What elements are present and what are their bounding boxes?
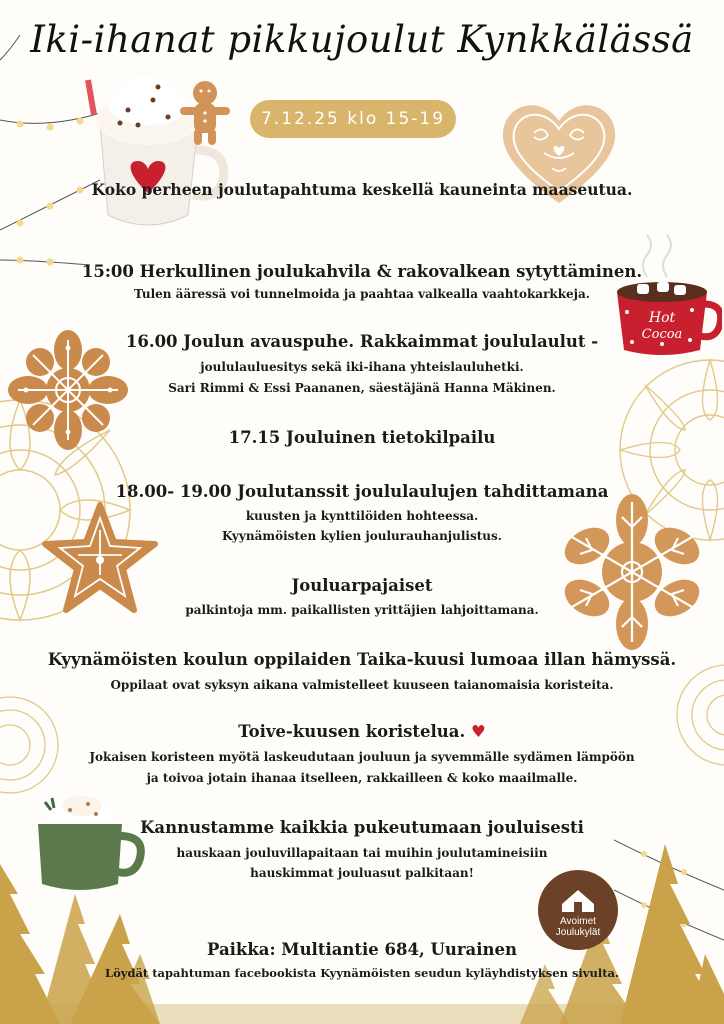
intro-text: Koko perheen joulutapahtuma keskellä kauneinta maaseutua.	[91, 180, 633, 199]
program-line-8-1: hauskaan jouluvillapaitaan tai muihin joulutamineisiin	[176, 846, 548, 860]
footer-text: Löydät tapahtuman facebookista Kyynämöisten seudun kyläyhdistyksen sivulta.	[105, 966, 619, 980]
program-line-7-1: Jokaisen koristeen myötä laskeudutaan jouluun ja syvemmälle sydämen lämpöön	[89, 750, 635, 764]
cocoa-mug-icon	[78, 75, 248, 235]
badge-text-1: Avoimet	[560, 916, 596, 927]
program-line-4-1: kuusten ja kynttilöiden hohteessa.	[245, 509, 479, 523]
mug-text-hot: Hot	[648, 310, 676, 326]
program-heading-5: Jouluarpajaiset	[291, 576, 433, 595]
program-heading-8: Kannustamme kaikkia pukeutumaan jouluisesti	[140, 818, 584, 837]
page-title: Iki-ihanat pikkujoulut Kynkkälässä	[30, 18, 694, 61]
program-line-8-2: hauskimmat jouluasut palkitaan!	[250, 866, 474, 880]
program-heading-4: 18.00- 19.00 Joulutanssit joululaulujen tahdittamana	[115, 482, 609, 501]
program-line-1-1: Tulen ääressä voi tunnelmoida ja paahtaa valkealla vaahtokarkkeja.	[134, 287, 590, 301]
program-line-4-2: Kyynämöisten kylien joulurauhanjulistus.	[222, 529, 502, 543]
heart-icon: ♥	[471, 722, 486, 741]
program-heading-2: 16.00 Joulun avauspuhe. Rakkaimmat joululaulut -	[125, 332, 599, 351]
program-heading-7-row	[0, 722, 724, 741]
program-heading-3: 17.15 Jouluinen tietokilpailu	[228, 428, 496, 447]
program-line-7-2: ja toivoa jotain ihanaa itselleen, rakkailleen & koko maailmalle.	[146, 771, 578, 785]
badge-text-2: Joulukylät	[555, 927, 601, 938]
location-text: Paikka: Multiantie 684, Uurainen	[206, 940, 517, 959]
program-line-5-1: palkintoja mm. paikallisten yrittäjien lahjoittamana.	[185, 603, 539, 617]
program-line-6-1: Oppilaat ovat syksyn aikana valmistelleet kuuseen taianomaisia koristeita.	[110, 678, 614, 692]
program-line-2-2: Sari Rimmi & Essi Paananen, säestäjänä Hanna Mäkinen.	[168, 381, 556, 395]
program-heading-7: Toive-kuusen koristelua.	[238, 722, 466, 741]
program-heading-1: 15:00 Herkullinen joulukahvila & rakovalkean sytyttäminen.	[81, 262, 643, 281]
program-heading-6: Kyynämöisten koulun oppilaiden Taika-kuusi lumoaa illan hämyssä.	[47, 650, 677, 669]
mug-text-cocoa: Cocoa	[641, 327, 683, 342]
date-badge: 7.12.25 klo 15-19	[250, 100, 456, 138]
program-line-2-1: joululauluesitys sekä iki-ihana yhteislauluhetki.	[200, 360, 524, 374]
